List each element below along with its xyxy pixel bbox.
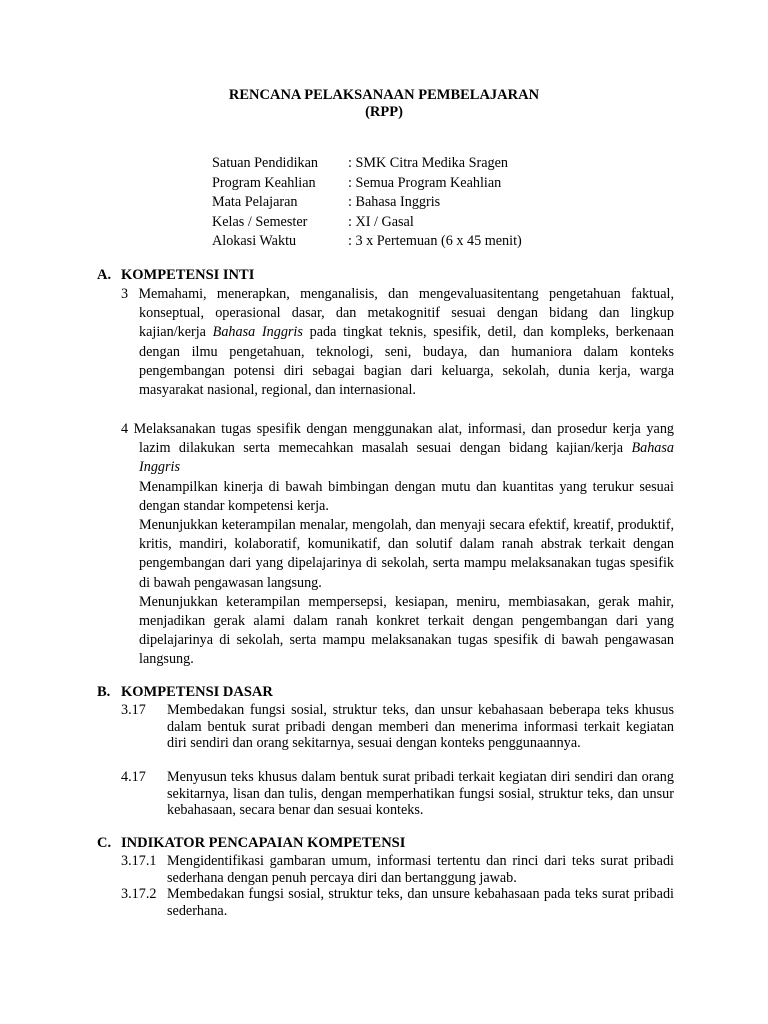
section-letter: C. xyxy=(97,835,112,851)
kd-number: 4.17 xyxy=(121,769,146,785)
ki-text: Memahami, menerapkan, menganalisis, dan mengevaluasitentang pengetahuan faktual, konseptual, operasional dasar, dan metakognitif sesuai dengan bidang dan lingkup kajian/kerja xyxy=(138,286,675,341)
kd-text: Menyusun teks khusus dalam bentuk surat pribadi terkait kegiatan diri sendiri dan orang sekitarnya, lisan dan tulis, dengan memperhatikan fungsi sosial, struktur teks, dan unsur kebahasaan, secara benar dan sesuai konteks. xyxy=(167,769,674,818)
identity-row xyxy=(212,213,522,233)
ki-paragraph: Menunjukkan keterampilan menalar, mengolah, dan menyaji secara efektif, kreatif, produktif, kritis, mandiri, kolaboratif, komunikatif, dan solutif dalam ranah abstrak terkait dengan pengembangan dari yang dipelajarinya di sekolah, serta mampu melaksanakan tugas spesifik di bawah pengawasan langsung. xyxy=(139,517,674,591)
identity-table xyxy=(212,154,522,252)
identity-key: Alokasi Waktu xyxy=(212,233,297,249)
indicator-text: Membedakan fungsi sosial, struktur teks, dan unsure kebahasaan pada teks surat pribadi sederhana. xyxy=(167,886,674,919)
identity-key: Program Keahlian xyxy=(212,174,316,191)
identity-row xyxy=(212,154,522,174)
identity-value: : 3 x Pertemuan (6 x 45 menit) xyxy=(348,233,522,249)
section-letter: B. xyxy=(97,684,111,700)
ki-paragraph: Menampilkan kinerja di bawah bimbingan dengan mutu dan kuantitas yang terukur sesuai dengan standar kompetensi kerja. xyxy=(139,478,674,514)
identity-key: Mata Pelajaran xyxy=(212,194,298,210)
identity-key: Kelas / Semester xyxy=(212,213,308,230)
identity-row xyxy=(212,193,522,213)
indicator-item xyxy=(121,886,674,919)
identity-key: Satuan Pendidikan xyxy=(212,155,318,171)
section-title: KOMPETENSI DASAR xyxy=(121,684,273,700)
document-title: RENCANA PELAKSANAAN PEMBELAJARAN xyxy=(228,87,540,103)
ki-number: 4 xyxy=(121,421,129,437)
kd-item xyxy=(121,769,674,819)
ki-text: pada tingkat teknis, spesifik, detil, dan kompleks, berkenaan dengan ilmu pengetahuan, teknologi, seni, budaya, dan humaniora dalam konteks pengembangan potensi diri sebagai bagian dari keluarga, sekolah, dunia kerja, warga masyarakat nasional, regional, dan internasional. xyxy=(139,324,674,399)
ki-number: 3 xyxy=(121,286,129,302)
ki-subject: Bahasa Inggris xyxy=(139,440,674,476)
kd-item xyxy=(121,702,674,752)
indicator-number: 3.17.2 xyxy=(121,886,157,902)
identity-row xyxy=(212,232,522,252)
section-title: INDIKATOR PENCAPAIAN KOMPETENSI xyxy=(121,835,406,851)
indicator-item xyxy=(121,853,674,886)
identity-value: : SMK Citra Medika Sragen xyxy=(348,155,508,171)
identity-value: : XI / Gasal xyxy=(348,213,414,230)
ki-subject: Bahasa Inggris xyxy=(212,324,303,341)
section-b-heading xyxy=(97,683,273,701)
section-c-heading xyxy=(97,834,405,852)
section-a-heading xyxy=(97,266,254,284)
identity-value: : Semua Program Keahlian xyxy=(348,174,502,191)
ki-paragraph: Menunjukkan keterampilan mempersepsi, kesiapan, meniru, membiasakan, gerak mahir, menjadikan gerak alami dalam ranah konkret terkait dengan pengembangan dari yang dipelajarinya di sekolah, serta mampu melaksanakan tugas spesifik di bawah pengawasan langsung. xyxy=(139,593,674,668)
kd-number: 3.17 xyxy=(121,702,146,718)
kd-text: Membedakan fungsi sosial, struktur teks, dan unsur kebahasaan beberapa teks khusus dalam bentuk surat pribadi dengan memberi dan menerima informasi terkait kegiatan diri sendiri dan orang sekitarnya, sesuai dengan konteks penggunaannya. xyxy=(167,702,674,751)
ki-3 xyxy=(121,285,674,400)
identity-value: : Bahasa Inggris xyxy=(348,194,441,210)
indicator-text: Mengidentifikasi gambaran umum, informasi tertentu dan rinci dari teks surat pribadi sederhana dengan penuh percaya diri dan bertanggung jawab. xyxy=(167,853,674,886)
section-title: KOMPETENSI INTI xyxy=(121,267,255,283)
indicator-number: 3.17.1 xyxy=(121,853,157,869)
ki-4 xyxy=(121,420,674,670)
identity-row xyxy=(212,174,522,194)
document-subtitle: (RPP) xyxy=(365,104,403,120)
ki-text: Melaksanakan tugas spesifik dengan menggunakan alat, informasi, dan prosedur kerja yang lazim dilakukan serta memecahkan masalah sesuai dengan bidang kajian/kerja xyxy=(133,421,675,457)
section-letter: A. xyxy=(97,267,112,283)
